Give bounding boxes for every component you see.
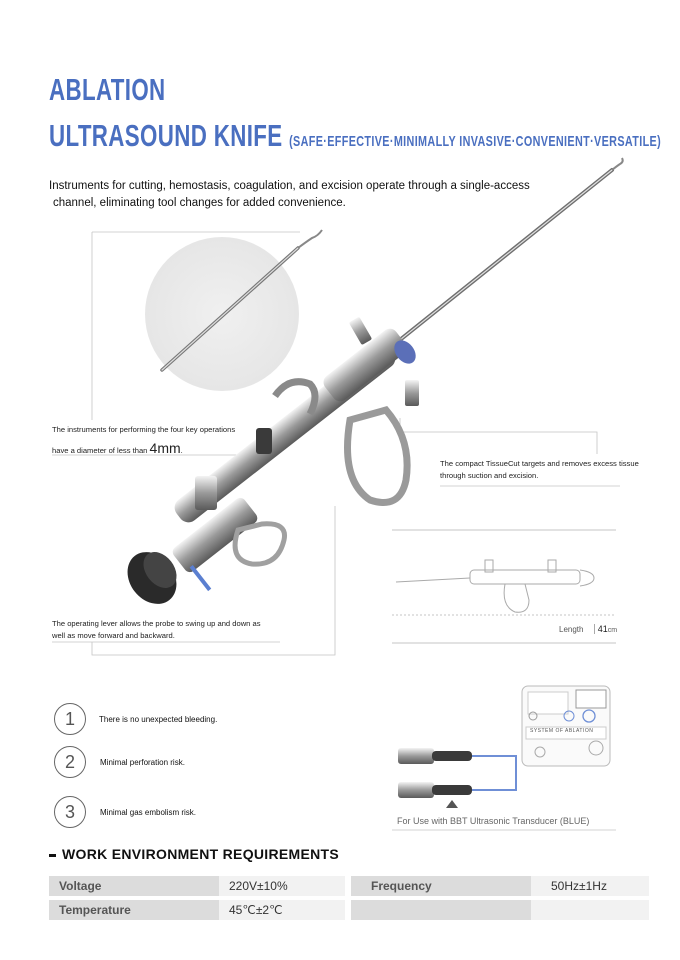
feature-1-text: There is no unexpected bleeding.	[99, 714, 218, 724]
spec-value: 220V±10%	[219, 876, 345, 896]
tissuecut-line1: The compact TissueCut targets and removes excess tissue	[440, 459, 639, 468]
feature-2-text: Minimal perforation risk.	[100, 757, 185, 767]
spec-label: Temperature	[49, 900, 219, 920]
diameter-suffix: .	[180, 446, 183, 455]
table-row	[49, 900, 649, 920]
lever-callout	[52, 618, 261, 642]
heading-dash	[49, 854, 56, 857]
transducer-caption: For Use with BBT Ultrasonic Transducer (BLUE)	[397, 816, 590, 826]
tissuecut-callout	[440, 458, 639, 482]
environment-table	[49, 872, 649, 924]
table-row	[49, 876, 649, 896]
number-two-icon: 2	[54, 746, 86, 778]
number-one-icon: 1	[54, 703, 86, 735]
length-label: Length	[559, 625, 584, 634]
length-readout	[559, 624, 617, 634]
lever-line2: well as move forward and backward.	[52, 631, 175, 640]
diameter-prefix: have a diameter of less than	[52, 446, 148, 455]
transducer-device	[522, 686, 610, 766]
intro-line1: Instruments for cutting, hemostasis, coagulation, and excision operate through a single-access	[49, 180, 530, 192]
spec-value	[531, 900, 649, 920]
length-value: 41	[594, 624, 608, 634]
spec-value: 50Hz±1Hz	[531, 876, 649, 896]
length-unit: cm	[607, 627, 618, 634]
feature-1	[54, 703, 217, 735]
tissuecut-line2: through suction and excision.	[440, 471, 539, 480]
feature-3-text: Minimal gas embolism risk.	[100, 807, 197, 817]
device-label: SYSTEM OF ABLATION	[530, 728, 594, 734]
title-main: ULTRASOUND KNIFE	[49, 118, 283, 153]
spec-value: 45℃±2℃	[219, 900, 345, 920]
spec-label	[351, 900, 531, 920]
feature-3	[54, 796, 196, 828]
number-three-icon: 3	[54, 796, 86, 828]
title-line1: ABLATION	[49, 72, 166, 107]
diameter-line2	[52, 442, 235, 457]
diameter-value: 4mm	[149, 440, 181, 456]
environment-heading	[49, 846, 339, 862]
spec-label: Voltage	[49, 876, 219, 896]
diameter-line1: The instruments for performing the four key operations	[52, 425, 236, 434]
feature-2	[54, 746, 185, 778]
lever-line1: The operating lever allows the probe to swing up and down as	[52, 619, 261, 628]
diameter-callout	[52, 424, 235, 457]
intro-line2: channel, eliminating tool changes for added convenience.	[53, 197, 346, 209]
environment-heading-text: WORK ENVIRONMENT REQUIREMENTS	[62, 846, 340, 862]
spec-label: Frequency	[351, 876, 531, 896]
title-subtitle: (SAFE·EFFECTIVE·MINIMALLY INVASIVE·CONVENIENT·VERSATILE)	[289, 133, 662, 150]
